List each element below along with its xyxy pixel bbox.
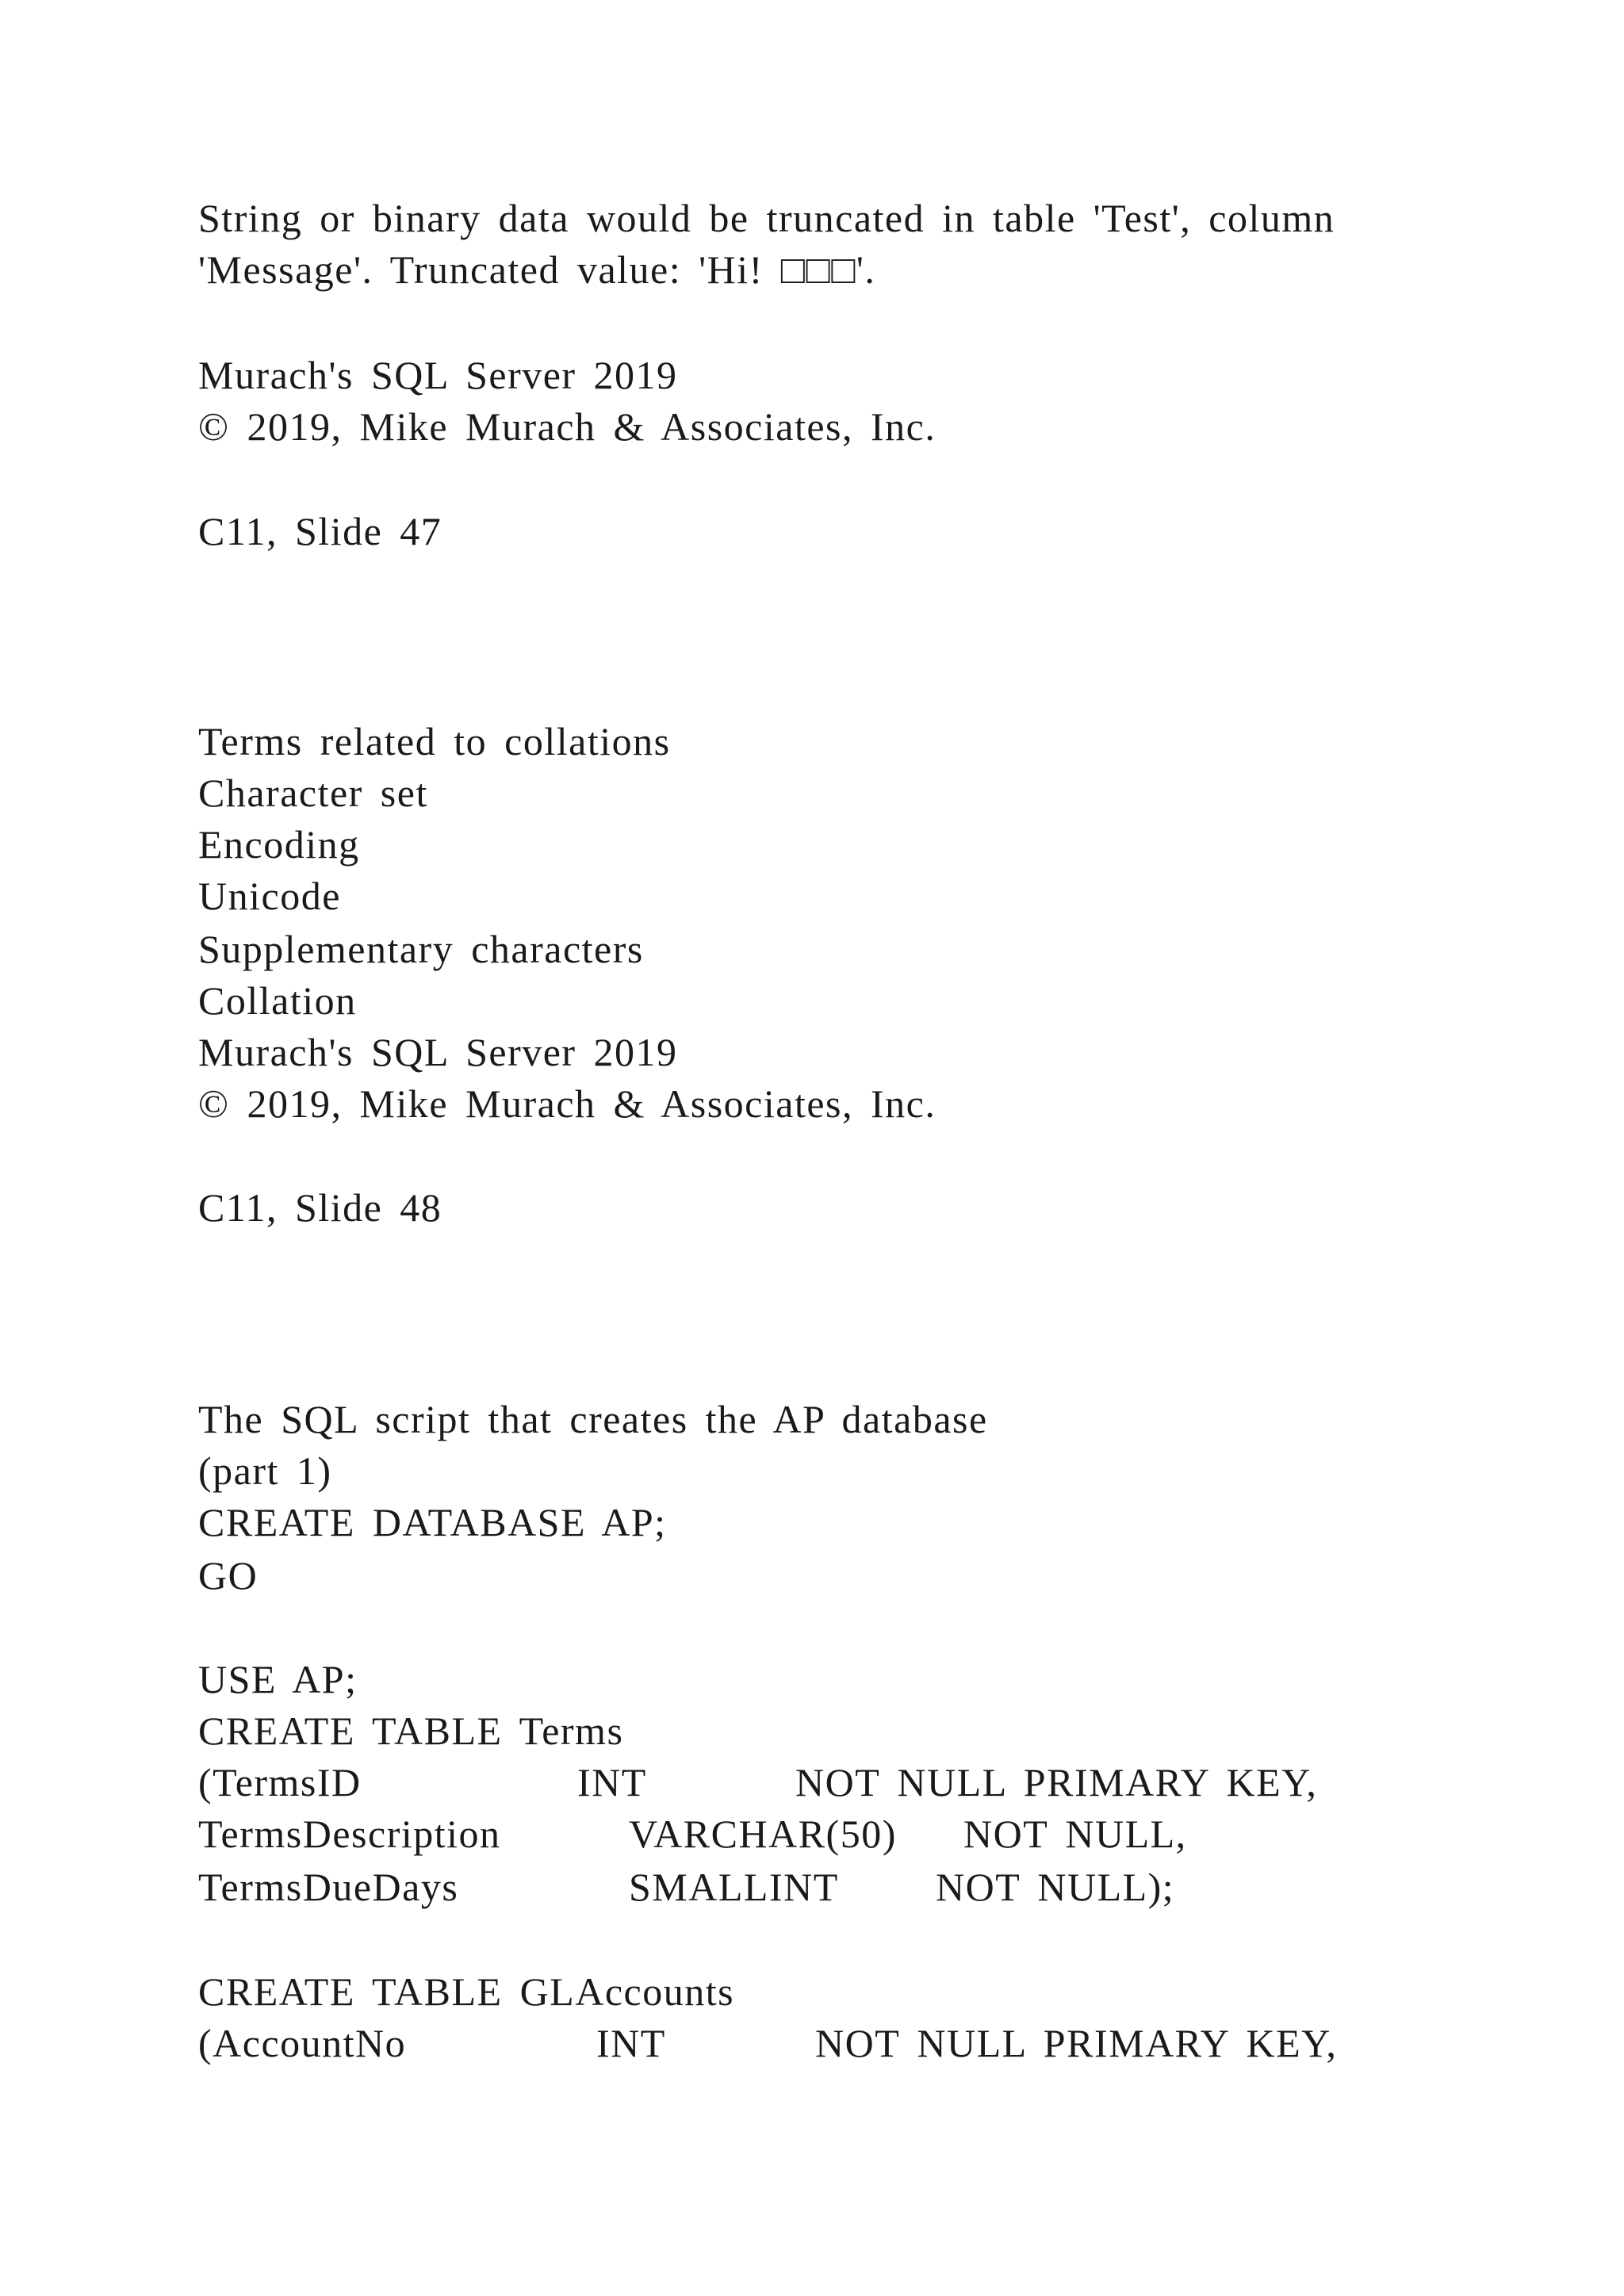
glaccounts-col-accountno: (AccountNo [198,2021,407,2065]
terms-col-termsdescription: TermsDescription [198,1812,501,1856]
script-heading-line-1: The SQL script that creates the AP database [198,1397,988,1441]
slide47-book-title: Murach's SQL Server 2019 [198,353,678,397]
slide47-copyright: © 2019, Mike Murach & Associates, Inc. [198,404,936,449]
slide48-heading: Terms related to collations [198,719,671,763]
error-message-line-2: 'Message'. Truncated value: 'Hi! □□□'. [198,247,876,292]
glaccounts-constraint-accountno: NOT NULL PRIMARY KEY, [815,2021,1338,2065]
terms-constraint-termsduedays: NOT NULL); [936,1865,1175,1909]
terms-type-termsdescription: VARCHAR(50) [629,1812,897,1856]
terms-type-termsid: INT [577,1760,647,1804]
term-encoding: Encoding [198,822,360,867]
terms-constraint-termsid: NOT NULL PRIMARY KEY, [795,1760,1318,1804]
script-heading-line-2: (part 1) [198,1448,332,1493]
sql-create-table-terms: CREATE TABLE Terms [198,1709,624,1753]
terms-type-termsduedays: SMALLINT [629,1865,839,1909]
slide48-book-title: Murach's SQL Server 2019 [198,1030,678,1074]
terms-col-termsid: (TermsID [198,1760,362,1804]
sql-create-table-glaccounts: CREATE TABLE GLAccounts [198,1969,735,2014]
sql-create-database: CREATE DATABASE AP; [198,1500,667,1544]
term-character-set: Character set [198,771,428,815]
terms-constraint-termsdescription: NOT NULL, [963,1812,1187,1856]
error-message-line-1: String or binary data would be truncated in table 'Test', column [198,196,1335,240]
glaccounts-type-accountno: INT [596,2021,666,2065]
slide47-label: C11, Slide 47 [198,509,442,553]
slide48-label: C11, Slide 48 [198,1185,442,1230]
sql-use-ap: USE AP; [198,1657,358,1701]
terms-col-termsduedays: TermsDueDays [198,1865,459,1909]
slide48-copyright: © 2019, Mike Murach & Associates, Inc. [198,1081,936,1126]
term-unicode: Unicode [198,874,341,918]
sql-go: GO [198,1553,259,1598]
term-supplementary-characters: Supplementary characters [198,927,644,971]
term-collation: Collation [198,978,357,1023]
